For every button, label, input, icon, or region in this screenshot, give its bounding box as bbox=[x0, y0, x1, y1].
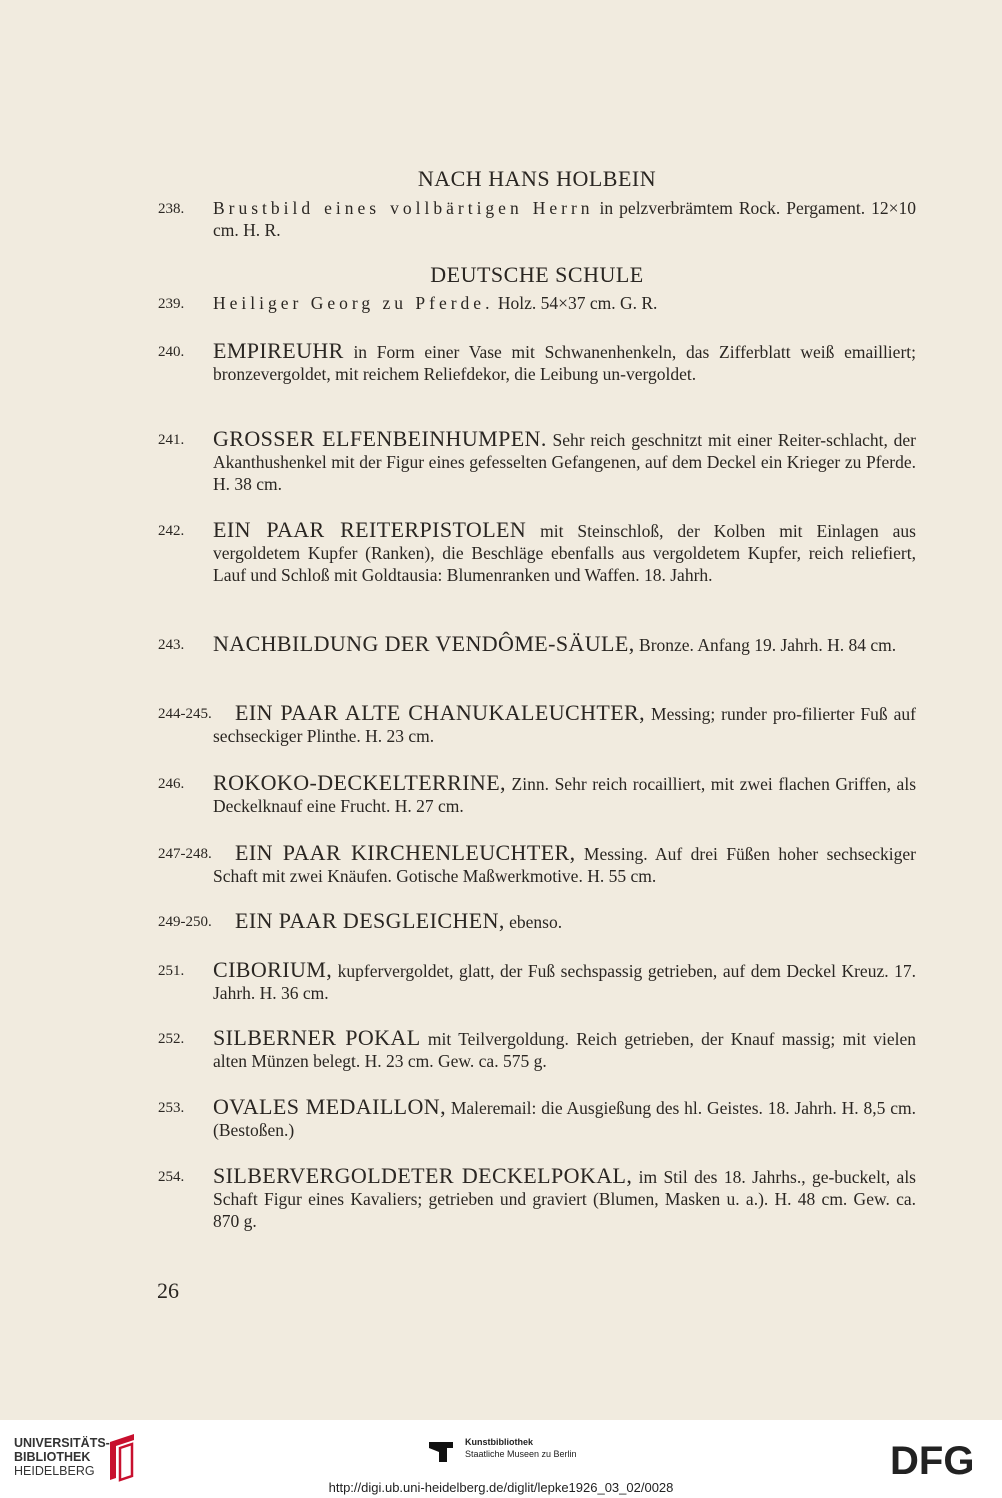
entry-description: kupfervergoldet, glatt, der Fuß sechspassig getrieben, auf dem Deckel Kreuz. 17. Jahrh. H. 36 cm. bbox=[213, 961, 916, 1003]
kb-line-2: Staatliche Museen zu Berlin bbox=[465, 1449, 577, 1459]
entry-number: 249-250. bbox=[158, 914, 212, 930]
catalog-entry-238 bbox=[158, 197, 916, 241]
entry-description: mit Steinschloß, der Kolben mit Einlagen aus vergoldetem Kupfer (Ranken), die Beschläge ebenfalls aus vergoldetem Kupfer, reich reliefiert, Lauf und Schloß mit Goldtausia: Blumenranken und Waffen. 18. Jahrh. bbox=[213, 521, 916, 585]
entry-title: SILBERVERGOLDETER DECKELPOKAL, bbox=[213, 1163, 633, 1188]
entry-title: EMPIREUHR bbox=[213, 338, 344, 363]
entry-title: OVALES MEDAILLON, bbox=[213, 1094, 446, 1119]
entry-number: 247-248. bbox=[158, 846, 212, 862]
section-heading-holbein: NACH HANS HOLBEIN bbox=[417, 166, 657, 191]
entry-number: 253. bbox=[158, 1100, 185, 1116]
entry-number: 239. bbox=[158, 296, 185, 312]
catalog-entry-246 bbox=[158, 772, 916, 817]
catalog-entry-239 bbox=[158, 292, 916, 314]
entry-description: Holz. 54×37 cm. G. R. bbox=[493, 293, 658, 313]
entry-number: 243. bbox=[158, 637, 185, 653]
entry-description: Zinn. Sehr reich rocailliert, mit zwei flachen Griffen, als Deckelknauf eine Frucht. H. 27 cm. bbox=[213, 774, 916, 816]
catalog-entry-254 bbox=[158, 1165, 916, 1232]
entry-description: Sehr reich geschnitzt mit einer Reiter-schlacht, der Akanthushenkel mit der Figur eines gefesselten Gefangenen, auf dem Deckel ein Krieger zu Pferde. H. 38 cm. bbox=[213, 430, 916, 494]
entry-description: mit Teilvergoldung. Reich getrieben, der Knauf massig; mit vielen alten Münzen belegt. H. 23 cm. Gew. ca. 575 g. bbox=[213, 1029, 916, 1071]
entry-number: 238. bbox=[158, 201, 185, 217]
entry-title: SILBERNER POKAL bbox=[213, 1025, 421, 1050]
entry-description: Bronze. Anfang 19. Jahrh. H. 84 cm. bbox=[634, 635, 897, 655]
entry-title: EIN PAAR ALTE CHANUKALEUCHTER, bbox=[235, 700, 646, 725]
entry-title: GROSSER ELFENBEINHUMPEN. bbox=[213, 426, 547, 451]
entry-number: 246. bbox=[158, 776, 185, 792]
kunstbibliothek-eagle-icon[interactable] bbox=[425, 1438, 457, 1466]
entry-description: Messing; runder pro-filierter Fuß auf sechseckiger Plinthe. H. 23 cm. bbox=[213, 704, 917, 746]
entry-description: im Stil des 18. Jahrhs., ge-buckelt, als Schaft Figur eines Kavaliers; getrieben und graviert (Blumen, Masken u. a.). H. 48 cm. Gew. ca. 870 g. bbox=[213, 1167, 916, 1231]
catalog-entry-244-245 bbox=[158, 702, 916, 747]
kb-line-1: Kunstbibliothek bbox=[465, 1437, 533, 1447]
entry-title: EIN PAAR REITERPISTOLEN bbox=[213, 517, 527, 542]
catalog-entry-249-250 bbox=[158, 910, 916, 933]
entry-number: 244-245. bbox=[158, 706, 212, 722]
entry-title: EIN PAAR KIRCHENLEUCHTER, bbox=[235, 840, 576, 865]
kunstbibliothek-label[interactable] bbox=[465, 1436, 577, 1460]
catalog-entry-241 bbox=[158, 428, 916, 495]
catalog-entry-251 bbox=[158, 959, 916, 1004]
entry-title: NACHBILDUNG DER VENDÔME-SÄULE, bbox=[213, 631, 635, 656]
entry-title: EIN PAAR DESGLEICHEN, bbox=[235, 908, 505, 933]
ub-line-1: UNIVERSITÄTS- bbox=[14, 1436, 110, 1450]
entry-number: 241. bbox=[158, 432, 185, 448]
entry-number: 254. bbox=[158, 1169, 185, 1185]
catalog-entry-243 bbox=[158, 633, 916, 656]
catalog-entry-253 bbox=[158, 1096, 916, 1141]
dfg-logo[interactable] bbox=[890, 1440, 990, 1480]
catalog-entry-247-248 bbox=[158, 842, 916, 887]
section-heading-deutsche-schule: DEUTSCHE SCHULE bbox=[430, 262, 644, 287]
ub-heidelberg-logo-text[interactable] bbox=[14, 1436, 110, 1478]
entry-number: 240. bbox=[158, 344, 185, 360]
catalog-entry-252 bbox=[158, 1027, 916, 1072]
ub-line-2: BIBLIOTHEK bbox=[14, 1450, 91, 1464]
entry-description: Maleremail: die Ausgießung des hl. Geistes. 18. Jahrh. H. 8,5 cm. (Bestoßen.) bbox=[213, 1098, 916, 1140]
entry-description: in pelzverbrämtem Rock. Pergament. 12×10 cm. H. R. bbox=[213, 198, 916, 240]
catalog-entry-240 bbox=[158, 340, 916, 385]
entry-title: CIBORIUM, bbox=[213, 957, 333, 982]
catalog-entry-242 bbox=[158, 519, 916, 586]
entry-title: Brustbild eines vollbärtigen Herrn bbox=[213, 198, 594, 218]
entry-number: 242. bbox=[158, 523, 185, 539]
entry-number: 252. bbox=[158, 1031, 185, 1047]
entry-description: ebenso. bbox=[504, 912, 563, 932]
entry-title: ROKOKO-DECKELTERRINE, bbox=[213, 770, 506, 795]
entry-description: in Form einer Vase mit Schwanenhenkeln, das Zifferblatt weiß emailliert; bronzevergoldet, mit reichem Reliefdekor, die Leibung un-vergoldet. bbox=[213, 342, 916, 384]
entry-number: 251. bbox=[158, 963, 185, 979]
permalink-url[interactable]: http://digi.ub.uni-heidelberg.de/diglit/lepke1926_03_02/0028 bbox=[328, 1480, 674, 1495]
dfg-logo-text: DFG bbox=[890, 1440, 975, 1480]
ub-heidelberg-logo-icon[interactable] bbox=[104, 1432, 140, 1484]
entry-description: Messing. Auf drei Füßen hoher sechseckiger Schaft mit zwei Knäufen. Gotische Maßwerkmotive. H. 55 cm. bbox=[213, 844, 916, 886]
ub-line-3: HEIDELBERG bbox=[14, 1464, 95, 1478]
entry-title: Heiliger Georg zu Pferde. bbox=[213, 293, 494, 313]
page-number: 26 bbox=[157, 1278, 179, 1303]
